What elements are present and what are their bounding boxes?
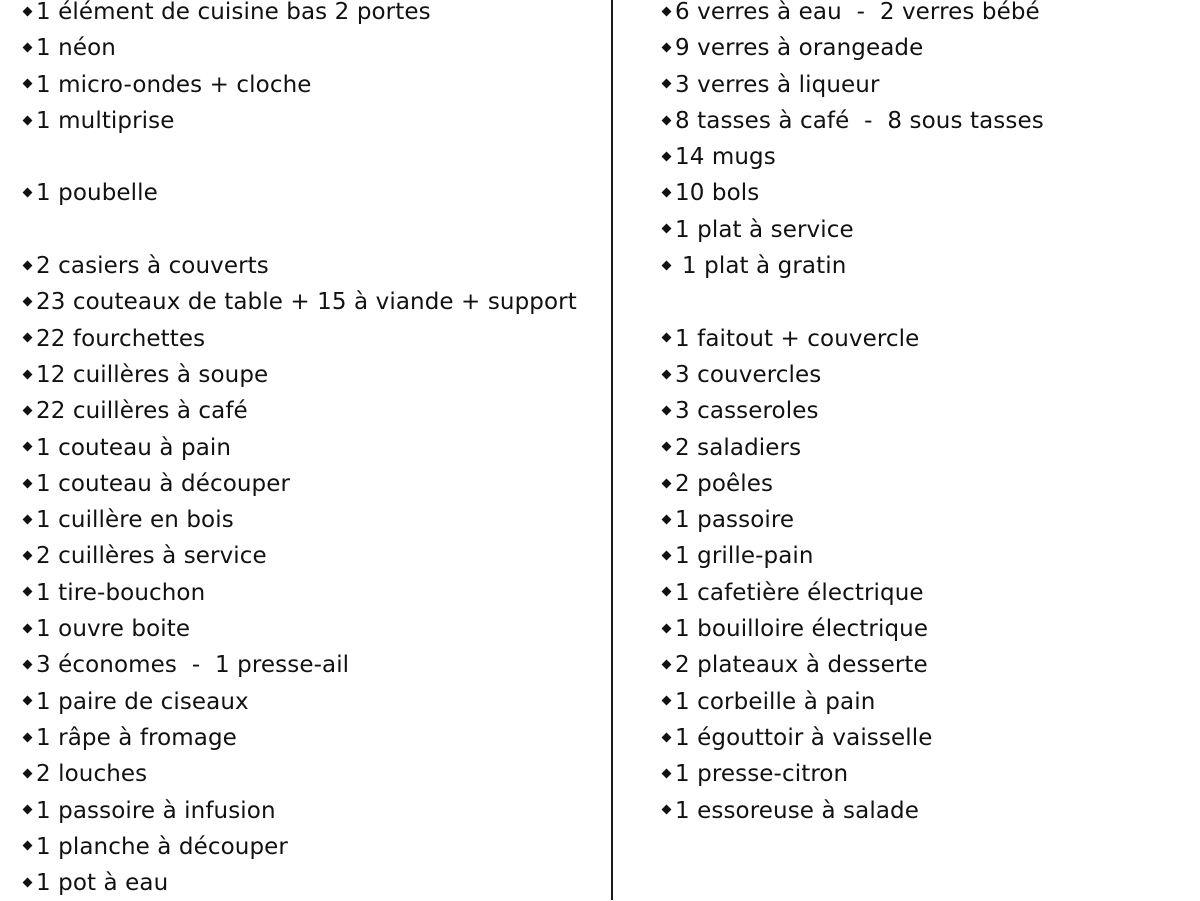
- diamond-bullet-icon: [662, 260, 672, 270]
- diamond-bullet-icon: [662, 805, 672, 815]
- item-label: 12 cuillères à soupe: [36, 361, 269, 388]
- list-item: [24, 284, 604, 320]
- diamond-bullet-icon: [23, 297, 33, 307]
- diamond-bullet-icon: [662, 6, 672, 16]
- item-label: 1 planche à découper: [36, 833, 288, 860]
- list-item: [663, 720, 1183, 756]
- item-label: 9 verres à orangeade: [675, 35, 924, 62]
- diamond-bullet-icon: [662, 768, 672, 778]
- item-label: 1 néon: [36, 35, 116, 62]
- list-item: [663, 611, 1183, 647]
- item-label: 1 égouttoir à vaisselle: [675, 724, 933, 751]
- item-label: 1 paire de ciseaux: [36, 688, 249, 715]
- diamond-bullet-icon: [662, 405, 672, 415]
- list-spacer: [24, 212, 604, 248]
- list-item: [24, 0, 604, 30]
- diamond-bullet-icon: [23, 768, 33, 778]
- diamond-bullet-icon: [662, 333, 672, 343]
- list-item: [24, 756, 604, 792]
- diamond-bullet-icon: [23, 42, 33, 52]
- list-item: [663, 357, 1183, 393]
- list-item: [663, 647, 1183, 683]
- item-label: 1 cafetière électrique: [675, 579, 924, 606]
- item-label: 22 cuillères à café: [36, 398, 248, 425]
- item-label: 1 pot à eau: [36, 870, 169, 897]
- list-item: [24, 865, 604, 901]
- diamond-bullet-icon: [662, 79, 672, 89]
- diamond-bullet-icon: [662, 478, 672, 488]
- list-item: [24, 430, 604, 466]
- right-column-list: [663, 0, 1183, 829]
- diamond-bullet-icon: [23, 115, 33, 125]
- diamond-bullet-icon: [662, 369, 672, 379]
- list-item: [24, 248, 604, 284]
- list-item: [24, 720, 604, 756]
- item-label: 1 bouilloire électrique: [675, 616, 929, 643]
- item-label: 2 casiers à couverts: [36, 253, 269, 280]
- item-label: 1 micro-ondes + cloche: [36, 71, 312, 98]
- item-label: 1 poubelle: [36, 180, 158, 207]
- diamond-bullet-icon: [662, 188, 672, 198]
- list-item: [663, 502, 1183, 538]
- diamond-bullet-icon: [662, 514, 672, 524]
- item-label: 1 passoire à infusion: [36, 797, 276, 824]
- diamond-bullet-icon: [23, 369, 33, 379]
- item-label: 10 bols: [675, 180, 760, 207]
- item-label: 1 plat à gratin: [682, 253, 847, 280]
- diamond-bullet-icon: [662, 224, 672, 234]
- list-item: [24, 393, 604, 429]
- list-item: [663, 538, 1183, 574]
- item-label: 1 grille-pain: [675, 543, 814, 570]
- item-label: 1 faitout + couvercle: [675, 325, 920, 352]
- item-label: 1 cuillère en bois: [36, 507, 234, 534]
- list-item: [663, 103, 1183, 139]
- list-item: [24, 67, 604, 103]
- list-spacer: [663, 284, 1183, 320]
- diamond-bullet-icon: [662, 623, 672, 633]
- item-label: 1 multiprise: [36, 107, 175, 134]
- list-item: [24, 611, 604, 647]
- item-label: 6 verres à eau - 2 verres bébé: [675, 0, 1040, 25]
- item-label: 1 râpe à fromage: [36, 724, 237, 751]
- list-item: [663, 684, 1183, 720]
- item-label: 1 couteau à découper: [36, 470, 291, 497]
- item-label: 3 économes - 1 presse-ail: [36, 652, 350, 679]
- diamond-bullet-icon: [23, 660, 33, 670]
- item-label: 1 corbeille à pain: [675, 688, 876, 715]
- list-item: [24, 502, 604, 538]
- diamond-bullet-icon: [662, 151, 672, 161]
- diamond-bullet-icon: [23, 260, 33, 270]
- list-item: [663, 756, 1183, 792]
- list-item: [24, 684, 604, 720]
- diamond-bullet-icon: [23, 587, 33, 597]
- list-item: [663, 212, 1183, 248]
- list-item: [24, 538, 604, 574]
- list-item: [663, 393, 1183, 429]
- list-item: [663, 139, 1183, 175]
- diamond-bullet-icon: [23, 551, 33, 561]
- list-spacer: [24, 139, 604, 175]
- diamond-bullet-icon: [23, 514, 33, 524]
- item-label: 22 fourchettes: [36, 325, 206, 352]
- diamond-bullet-icon: [662, 115, 672, 125]
- diamond-bullet-icon: [662, 42, 672, 52]
- list-item: [24, 466, 604, 502]
- list-item: [24, 647, 604, 683]
- list-item: [663, 175, 1183, 211]
- item-label: 23 couteaux de table + 15 à viande + support: [36, 289, 577, 316]
- diamond-bullet-icon: [662, 442, 672, 452]
- list-item: [663, 0, 1183, 30]
- diamond-bullet-icon: [23, 188, 33, 198]
- list-item: [24, 575, 604, 611]
- diamond-bullet-icon: [23, 805, 33, 815]
- item-label: 1 passoire: [675, 507, 795, 534]
- list-item: [663, 30, 1183, 66]
- item-label: 1 presse-citron: [675, 761, 849, 788]
- list-item: [663, 793, 1183, 829]
- diamond-bullet-icon: [23, 696, 33, 706]
- list-item: [663, 430, 1183, 466]
- diamond-bullet-icon: [23, 6, 33, 16]
- item-label: 2 cuillères à service: [36, 543, 267, 570]
- diamond-bullet-icon: [23, 478, 33, 488]
- diamond-bullet-icon: [23, 732, 33, 742]
- item-label: 2 plateaux à desserte: [675, 652, 928, 679]
- diamond-bullet-icon: [23, 623, 33, 633]
- list-item: [24, 829, 604, 865]
- item-label: 3 couvercles: [675, 361, 822, 388]
- list-item: [663, 575, 1183, 611]
- list-item: [24, 357, 604, 393]
- item-label: 3 casseroles: [675, 398, 819, 425]
- item-label: 3 verres à liqueur: [675, 71, 880, 98]
- item-label: 1 ouvre boite: [36, 616, 191, 643]
- diamond-bullet-icon: [23, 442, 33, 452]
- item-label: 1 élément de cuisine bas 2 portes: [36, 0, 431, 25]
- list-item: [663, 67, 1183, 103]
- diamond-bullet-icon: [662, 551, 672, 561]
- item-label: 1 couteau à pain: [36, 434, 232, 461]
- diamond-bullet-icon: [23, 877, 33, 887]
- diamond-bullet-icon: [23, 841, 33, 851]
- item-label: 1 essoreuse à salade: [675, 797, 919, 824]
- diamond-bullet-icon: [662, 660, 672, 670]
- diamond-bullet-icon: [23, 79, 33, 89]
- item-label: 1 tire-bouchon: [36, 579, 206, 606]
- diamond-bullet-icon: [662, 696, 672, 706]
- list-item: [24, 30, 604, 66]
- column-divider: [611, 0, 613, 900]
- item-label: 2 poêles: [675, 470, 774, 497]
- diamond-bullet-icon: [23, 333, 33, 343]
- item-label: 8 tasses à café - 8 sous tasses: [675, 107, 1044, 134]
- list-item: [24, 103, 604, 139]
- item-label: 2 louches: [36, 761, 148, 788]
- diamond-bullet-icon: [23, 405, 33, 415]
- diamond-bullet-icon: [662, 587, 672, 597]
- list-item: [663, 248, 1183, 284]
- item-label: 1 plat à service: [675, 216, 854, 243]
- list-item: [24, 321, 604, 357]
- diamond-bullet-icon: [662, 732, 672, 742]
- item-label: 14 mugs: [675, 144, 776, 171]
- list-item: [24, 793, 604, 829]
- list-item: [663, 466, 1183, 502]
- list-item: [663, 321, 1183, 357]
- list-item: [24, 175, 604, 211]
- left-column-list: [24, 0, 604, 901]
- item-label: 2 saladiers: [675, 434, 802, 461]
